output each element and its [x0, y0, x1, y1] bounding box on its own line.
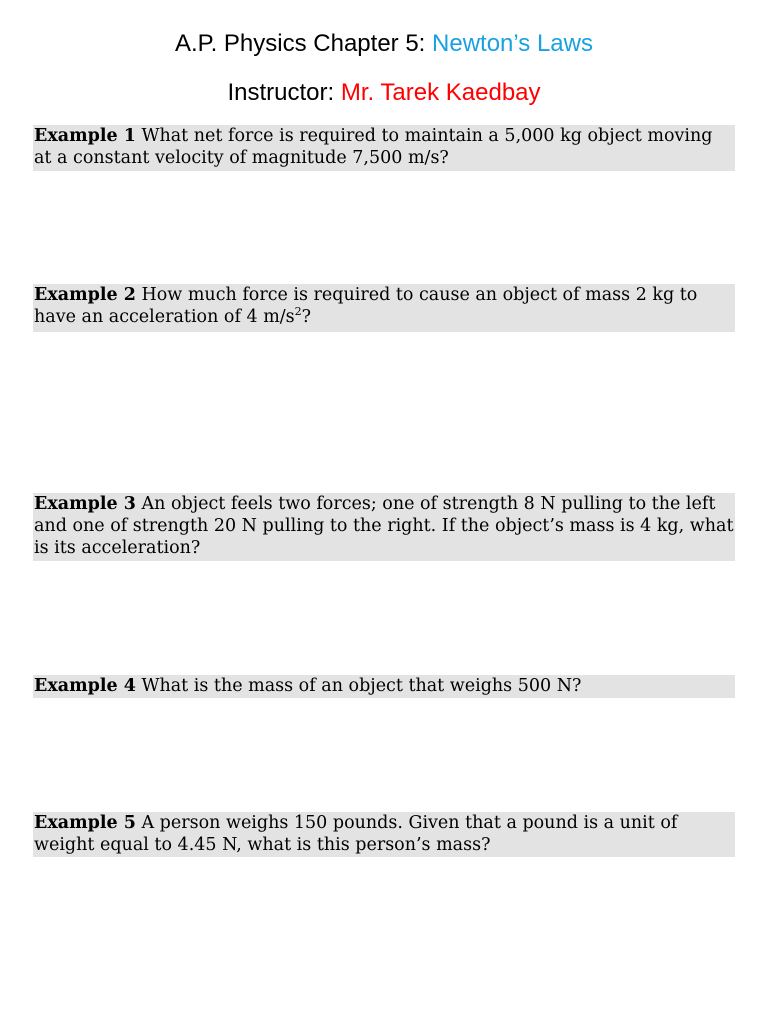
- example-text: A person weighs 150 pounds. Given that a pound is a unit of weight equal to 4.45 N, what is this person’s mass?: [34, 813, 678, 855]
- example-label: Example 2: [34, 285, 136, 305]
- instructor-prefix: Instructor:: [227, 79, 341, 106]
- instructor-name: Mr. Tarek Kaedbay: [340, 79, 541, 106]
- example-5-block: [33, 812, 735, 857]
- example-4-block: [33, 675, 735, 698]
- example-text: How much force is required to cause an object of mass 2 kg to have an acceleration of 4 m/s: [34, 285, 698, 327]
- example-3-block: [33, 493, 735, 561]
- example-label: Example 1: [34, 126, 136, 146]
- title-prefix: A.P. Physics Chapter 5:: [175, 30, 433, 57]
- page-title: [0, 30, 768, 58]
- example-2-block: [33, 284, 735, 332]
- title-topic: Newton’s Laws: [432, 30, 593, 57]
- example-1-block: [33, 125, 735, 171]
- example-label: Example 3: [34, 494, 136, 514]
- example-label: Example 5: [34, 813, 136, 833]
- instructor-line: [0, 79, 768, 107]
- example-text: What is the mass of an object that weighs 500 N?: [135, 676, 582, 696]
- example-text-end: ?: [301, 307, 312, 327]
- exponent-superscript: 2: [294, 305, 302, 318]
- example-label: Example 4: [34, 676, 136, 696]
- example-text: What net force is required to maintain a 5,000 kg object moving at a constant velocity of magnitude 7,500 m/s?: [34, 126, 713, 168]
- example-text: An object feels two forces; one of strength 8 N pulling to the left and one of strength 20 N pulling to the right. If the object’s mass is 4 kg, what is its acceleration?: [34, 494, 734, 558]
